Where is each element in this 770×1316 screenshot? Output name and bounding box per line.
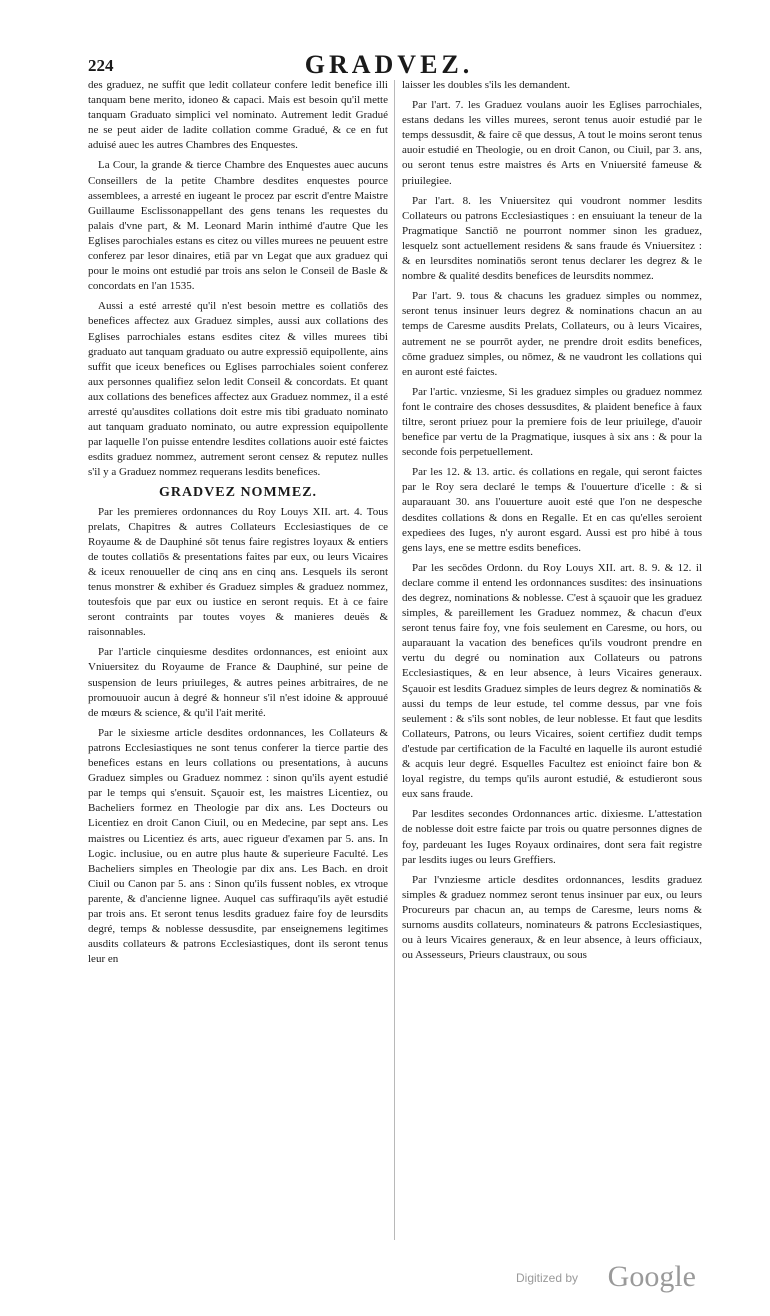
text-columns: [88, 78, 702, 1248]
google-watermark: [516, 1256, 696, 1294]
paragraph: Par les secōdes Ordonn. du Roy Louys XII. art. 8. 9. & 12. il declare comme il entend les ordonnances susdites: des insinuations des degrez, nominations & noblesse. C'est à sçauoir que les graduez simples, & pareillement les Graduez nommez, & chacun d'eux seront tenus faire foy, vne fois seulement en Caresme, ou hors, ou auparauant la vacation des benefices qu'ils voudront prendre en vertu du degré ou nomination aux Collateurs ou patrons Ecclesiastiques, & en leur absence, à leurs Vicaires generaux. Sçauoir est lesdits Graduez simples de leurs degrez & nominatiōs & aussi du temps de leur estude, tel comme dessus, par vne fois seulement : & s'ils sont nobles, de leur noblesse. Et faut que lesdits Collateurs, Patrons, ou leurs Vicaires, soient certifiez dudit temps d'estude par certification de la Faculté en laquelle ils auront estudié & acquis leur degré. Esquelles Facultez est enioinct faire bon & loyal registre, du temps qu'ils auront estudié, & estudieront sous eux sans fraude.: [402, 561, 702, 801]
paragraph: Par le sixiesme article desdites ordonnances, les Collateurs & patrons Ecclesiastiques ne sont tenus conferer la tierce partie des benefices estans en leurs collations ou presentations, à aucuns Graduez simples ou Graduez nommez : sinon qu'ils ayent estudié par le temps qui s'ensuit. Sçauoir est, les maistres Licentiez, ou Bacheliers formez en Theologie par dix ans. Les Docteurs ou Licentiez en droit Canon Ciuil, ou en Medecine, par sept ans. Les maistres ou Licentiez és arts, auec rigueur d'examen par 5. ans. In Logic. inclusiue, ou en autre plus haute & superieure Faculté. Les Bacheliers simples en Theologie par dix ans. Les Bach. en droit Ciuil ou Canon par 5. ans : Sinon qu'ils fussent nobles, ex vtroque parente, & d'ancienne lignee. Auquel cas suffiraqu'ils ayēt estudié par trois ans. Et seront tenus lesdits graduez faire foy de leursdits degré, temps & noblesse dessusdite, par enseignemens legitimes ausdits collateurs & patrons Ecclesiastiques, dont ils seront tenus leur en: [88, 726, 388, 966]
paragraph: La Cour, la grande & tierce Chambre des Enquestes auec aucuns Conseillers de la petite Chambre desdites enquestes pource assemblees, a arresté en iugeant le procez par escrit d'entre Maistre Guillaume Esclissonappellant des gens tenans les requestes du palais d'vne part, & M. Leonard Marin inthimé d'autre Que les Eglises parochiales estans es citez ou villes murees ne peuuent estre conferez par lesor dinaires, etiā par vn Legat que aux graduez qui pour le moins ont estudié par trois ans selon le Conseil de Basle & concordats en l'an 1535.: [88, 159, 388, 293]
google-logo: Google: [607, 1260, 696, 1293]
digitized-by-label: Digitized by: [516, 1271, 579, 1285]
column-divider: [394, 80, 395, 1240]
paragraph: Par les 12. & 13. artic. és collations en regale, qui seront faictes par le Roy sera declaré le temps & l'ouuerture d'icelle : & si auparauant 30. ans l'ouuerture auoit esté que l'on ne despesche desdites collations & dons en Regalle. Et en cas qu'elles seroient expediees des Iuges, n'y auront esgard. Aussi est pro hibé à tous gens lays, ene se mettre esdits benefices.: [402, 466, 702, 554]
paragraph: laisser les doubles s'ils les demandent.: [402, 79, 571, 91]
paragraph: Par l'art. 9. tous & chacuns les graduez simples ou nommez, seront tenus insinuer leurs degrez & nominations chacun an au temps de Caresme ausdits Prelats, Collateurs, ou à leurs Vicaires, autrement ne se pourrōt ayder, ne prendre droit esdits benefices, cōme graduez simples, ou nōmez, & ne vaudront les collations qui en auront esté faictes.: [402, 290, 702, 378]
page-number: 224: [88, 56, 114, 75]
right-column: [402, 78, 702, 1248]
paragraph: Par l'article cinquiesme desdites ordonnances, est enioint aux Vniuersitez du Royaume de France & Dauphiné, sur peine de suspension de leurs priuileges, & autres peines arbitraires, de ne promouuoir aucun à degré & honneur s'il n'est idoine & approuué de mœurs & science, & qu'il l'ait merité.: [88, 646, 388, 719]
paragraph: des graduez, ne suffit que ledit collateur confere ledit benefice illi tanquam bene merito, idoneo & capaci. Mais est besoin qu'il mette tanquam Graduato simplici vel nominato. Autrement ledit Gradué ne se peut aider de ladite collation comme Gradué, & ce en fut aduisé auec les autres Chambres des Enquestes.: [88, 79, 388, 152]
page-header: [88, 52, 690, 78]
left-column: [88, 78, 388, 1248]
section-heading: GRADVEZ NOMMEZ.: [158, 485, 318, 501]
paragraph: Par l'art. 8. les Vniuersitez qui voudront nommer lesdits Collateurs ou patrons Ecclesiastiques : en ensuiuant la teneur de la Pragmatique Sanctiō ne pourront nommer sinon les graduez, lesquelz sont actuellement residens & sans fraude és Vniuersitez : & en leursdites nominatiōs seront tenus declarer les degrez & le nombre & qualité desdits benefices de leursdits nommez.: [402, 194, 702, 283]
paragraph: Par l'artic. vnziesme, Si les graduez simples ou graduez nommez font le contraire des choses dessusdites, & plaident benefice à faux tiltre, seront priuez pour la premiere fois de leur priuilege, d'auoir benefice par vertu de la Pragmatique, iusques à six ans : & pour la seconde fois perpetuellement.: [402, 385, 702, 459]
paragraph: Par l'vnziesme article desdites ordonnances, lesdits graduez simples & graduez nommez seront tenus insinuer par eux, ou leurs Procureurs par chacun an, au temps de Caresme, leurs noms & surnoms ausdits collateurs, nominateurs & patrons Ecclesiastiques, ou à leurs Vicaires generaux, & en leur absence, à leurs officiaux, ou Assesseurs, Prieurs claustraux, ou sous: [402, 873, 702, 962]
running-title: GRADVEZ.: [304, 50, 474, 79]
paragraph: Aussi a esté arresté qu'il n'est besoin mettre es collatiōs des benefices affectez aux Graduez simples, aussi aux collations des Eglises parrochiales estans esdites citez & villes murees tibi graduato aut tanquam graduato ou autre expressiō equipollente, ains suffit que iceux benefices ou Eglises parrochiales soient conferez aux personnes qualifiez selon ledit Conseil & concordats. Et quant aux collations des benefices affectez aux Graduez nommez, il a esté arresté qu'ausdites collations doit estre mis tibi graduato nominato aut tanquam graduato nominato, ou autre expression equipollente par laquelle l'on puisse entendre lesdites collations auoir esté faictes esdits graduez nommez, autrement seront censez & reputez nulles s'il y a Graduez nommez requerans lesdits benefices.: [88, 300, 388, 479]
paragraph: Par lesdites secondes Ordonnances artic. dixiesme. L'attestation de noblesse doit estre faicte par trois ou quatre personnes dignes de foy, pardeuant les Iuges Royaux ordinaires, dont sera fait registre par lesdits iuges ou leurs Greffiers.: [402, 808, 702, 866]
paragraph: Par les premieres ordonnances du Roy Louys XII. art. 4. Tous prelats, Chapitres & autres Collateurs Ecclesiastiques de ce Royaume & de Dauphiné sōt tenus faire registres loyaux & entiers de toutes collatiōs & presentations faites par eux, ou leurs Vicaires & iceux renouueller de cinq ans en cinq ans. Lesquels ils seront tenus monstrer & exhiber és Graduez simples & graduez nommez, toutesfois que par eux ou iustice en seront requis. Et à ce faire seront contraints par toutes voyes & manieres deuës & raisonnables.: [88, 505, 388, 639]
paragraph: Par l'art. 7. les Graduez voulans auoir les Eglises parrochiales, estans dedans les villes murees, seront tenus auoir estudié par le temps dessusdit, & faire cē que dessus, A tout le moins seront tenus auoir estudié en Theologie, ou en droit Canon, ou Ciuil, par 3. ans, ou seront tenus estre maistres és Arts en Vniuersité fameuse & priuilegiee.: [402, 99, 702, 187]
